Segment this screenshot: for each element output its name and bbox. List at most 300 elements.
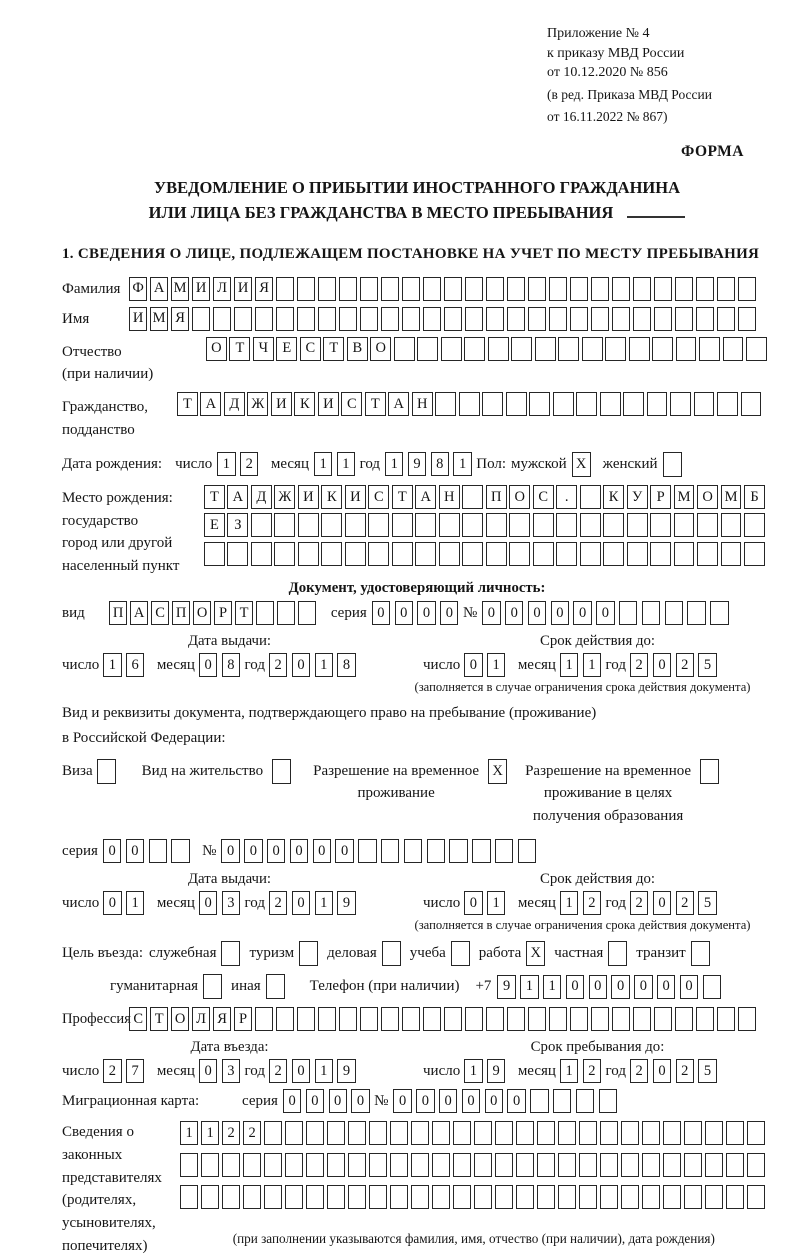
char-cell: И [129, 307, 147, 331]
char-cell: И [345, 485, 366, 509]
char-cell: 9 [487, 1059, 505, 1083]
char-cell [318, 277, 336, 301]
char-cell [738, 277, 756, 301]
year-label: год [244, 894, 265, 911]
profession-label: Профессия [62, 1011, 131, 1028]
char-cell: С [368, 485, 389, 509]
temp-residence-checkbox [488, 759, 507, 784]
char-cell: 2 [583, 891, 601, 915]
residence-permit-checkbox [272, 759, 291, 784]
char-cell: 9 [337, 1059, 355, 1083]
char-cell: X [488, 759, 507, 784]
char-cell [381, 1007, 399, 1031]
char-cell [411, 1153, 429, 1177]
char-cell [453, 1185, 471, 1209]
char-cell: 0 [416, 1089, 434, 1113]
char-cell [723, 337, 744, 361]
doc-kind-cells [109, 601, 319, 625]
char-cell: 0 [199, 891, 217, 915]
form-title [62, 175, 772, 226]
migration-series-label: серия [242, 1092, 278, 1109]
char-cell [465, 307, 483, 331]
identity-doc-heading: Документ, удостоверяющий личность: [288, 580, 546, 597]
char-cell [495, 1185, 513, 1209]
temp-residence-education-checkbox [700, 759, 719, 784]
year-label: год [605, 656, 626, 673]
char-cell [511, 337, 532, 361]
char-cell [509, 542, 530, 566]
expiry-month-cells [560, 653, 606, 677]
char-cell: 0 [393, 1089, 411, 1113]
char-cell [251, 542, 272, 566]
char-cell [486, 513, 507, 537]
char-cell: 0 [566, 975, 584, 999]
char-cell: А [130, 601, 148, 625]
form-title-line2-text: ИЛИ ЛИЦА БЕЗ ГРАЖДАНСТВА В МЕСТО ПРЕБЫВАНИЯ [148, 203, 614, 223]
issue-day-cells [103, 653, 149, 677]
visa-checkbox [97, 759, 116, 784]
char-cell: 1 [520, 975, 538, 999]
char-cell: 0 [653, 891, 671, 915]
char-cell [530, 1089, 548, 1113]
char-cell: 0 [464, 891, 482, 915]
char-cell [306, 1153, 324, 1177]
char-cell [465, 1007, 483, 1031]
residence-doc-intro [62, 701, 772, 751]
citizenship-label-line: подданство [62, 422, 135, 439]
char-cell: Ж [247, 392, 268, 416]
purpose-option-label: служебная [148, 945, 217, 962]
char-cell [234, 307, 252, 331]
char-cell [444, 277, 462, 301]
char-cell: А [227, 485, 248, 509]
char-cell: 7 [126, 1059, 144, 1083]
char-cell: Т [177, 392, 198, 416]
char-cell: 0 [573, 601, 591, 625]
char-cell [506, 392, 527, 416]
residence-permit-label-line: Вид на жительство [141, 762, 264, 779]
char-cell [339, 307, 357, 331]
char-cell [633, 277, 651, 301]
char-cell: 0 [126, 839, 144, 863]
visit-purpose-label: Цель въезда: [62, 945, 143, 962]
char-cell [298, 542, 319, 566]
char-cell [746, 337, 767, 361]
purpose-option-label: иная [231, 978, 261, 995]
char-cell: 8 [337, 653, 355, 677]
char-cell: О [193, 601, 211, 625]
char-cell: 0 [417, 601, 435, 625]
char-cell: А [415, 485, 436, 509]
char-cell [558, 1121, 576, 1145]
temp-residence-education-label-line: получения образования [532, 807, 684, 824]
representatives-label-line: Сведения о [62, 1124, 134, 1141]
char-cell [528, 277, 546, 301]
expiry-date-title: Срок действия до: [539, 871, 656, 888]
char-cell: 2 [269, 653, 287, 677]
char-cell [423, 1007, 441, 1031]
month-label: месяц [517, 656, 556, 673]
char-cell [621, 1185, 639, 1209]
char-cell: М [674, 485, 695, 509]
char-cell [459, 392, 480, 416]
char-cell: 1 [315, 653, 333, 677]
surname-label: Фамилия [62, 280, 121, 297]
char-cell [705, 1185, 723, 1209]
char-cell [251, 513, 272, 537]
char-cell [404, 839, 422, 863]
char-cell: В [347, 337, 368, 361]
permit-number-cells [221, 839, 540, 863]
char-cell [576, 1089, 594, 1113]
char-cell [368, 513, 389, 537]
patronymic-label-line: (при наличии) [62, 366, 154, 383]
char-cell [591, 307, 609, 331]
char-cell [276, 277, 294, 301]
permit-expiry-note: (заполняется в случае ограничения срока действия документа) [414, 918, 751, 933]
char-cell [600, 1121, 618, 1145]
char-cell: 0 [103, 891, 121, 915]
char-cell: Р [214, 601, 232, 625]
year-label: год [605, 1062, 626, 1079]
stay-month-cells [560, 1059, 606, 1083]
char-cell [423, 307, 441, 331]
char-cell: А [150, 277, 168, 301]
char-cell [726, 1121, 744, 1145]
identity-doc-row [62, 601, 772, 625]
purpose-business-checkbox [221, 941, 240, 966]
visa-label-line: Виза [62, 762, 93, 779]
char-cell: 2 [630, 653, 648, 677]
char-cell [180, 1185, 198, 1209]
char-cell [486, 542, 507, 566]
char-cell: 1 [487, 653, 505, 677]
representatives-row [62, 1121, 772, 1258]
representatives-label-line: попечителях) [62, 1238, 148, 1255]
char-cell [486, 277, 504, 301]
profession-row [62, 1007, 772, 1031]
expiry-year-cells [630, 653, 721, 677]
purpose-work-checkbox [526, 941, 545, 966]
patronymic-label-line: Отчество [62, 343, 122, 360]
year-label: год [359, 455, 381, 472]
residence-permit-label [142, 757, 263, 783]
char-cell: 2 [676, 653, 694, 677]
expiry-date-title: Срок действия до: [539, 633, 656, 650]
char-cell [533, 513, 554, 537]
char-cell [579, 1121, 597, 1145]
form-title-line1: УВЕДОМЛЕНИЕ О ПРИБЫТИИ ИНОСТРАННОГО ГРАЖДАНИНА [153, 177, 681, 197]
form-label: ФОРМА [680, 142, 744, 160]
permit-expiry-month-cells [560, 891, 606, 915]
char-cell [556, 513, 577, 537]
char-cell [696, 277, 714, 301]
char-cell [684, 1121, 702, 1145]
char-cell [277, 601, 295, 625]
char-cell [285, 1121, 303, 1145]
birth-month-cells [314, 452, 360, 476]
char-cell [432, 1185, 450, 1209]
char-cell: 0 [657, 975, 675, 999]
char-cell: 2 [240, 452, 258, 476]
purpose-option-label: деловая [327, 945, 377, 962]
char-cell [368, 542, 389, 566]
char-cell: Б [744, 485, 765, 509]
char-cell [642, 1121, 660, 1145]
char-cell [665, 601, 683, 625]
char-cell [297, 1007, 315, 1031]
char-cell [642, 601, 660, 625]
char-cell [642, 1185, 660, 1209]
char-cell [264, 1153, 282, 1177]
char-cell [654, 1007, 672, 1031]
char-cell [474, 1185, 492, 1209]
char-cell [171, 839, 189, 863]
char-cell [462, 513, 483, 537]
char-cell [453, 1121, 471, 1145]
char-cell: 0 [335, 839, 353, 863]
char-cell [650, 513, 671, 537]
purpose-private-checkbox [608, 941, 627, 966]
char-cell: 0 [596, 601, 614, 625]
char-cell [612, 307, 630, 331]
char-cell [529, 392, 550, 416]
purpose-other-checkbox [266, 974, 285, 999]
char-cell: 6 [126, 653, 144, 677]
char-cell [276, 307, 294, 331]
char-cell: 0 [589, 975, 607, 999]
char-cell [738, 307, 756, 331]
representatives-label-line: представителях [62, 1169, 162, 1186]
char-cell [201, 1153, 219, 1177]
char-cell: А [388, 392, 409, 416]
char-cell [453, 1153, 471, 1177]
stay-year-cells [630, 1059, 721, 1083]
char-cell [582, 337, 603, 361]
char-cell: 1 [315, 891, 333, 915]
surname-cells [129, 277, 759, 301]
char-cell [579, 1185, 597, 1209]
char-cell [654, 307, 672, 331]
char-cell: 0 [103, 839, 121, 863]
char-cell [482, 392, 503, 416]
char-cell [222, 1153, 240, 1177]
char-cell [285, 1153, 303, 1177]
char-cell [369, 1185, 387, 1209]
char-cell: М [721, 485, 742, 509]
day-label: число [62, 894, 100, 911]
char-cell [518, 839, 536, 863]
doc-series-cells [372, 601, 463, 625]
char-cell [738, 1007, 756, 1031]
issue-date-title: Дата выдачи: [187, 871, 272, 888]
char-cell: 1 [126, 891, 144, 915]
char-cell: 9 [497, 975, 515, 999]
purpose-commercial-checkbox [382, 941, 401, 966]
permit-expiry-year-cells [630, 891, 721, 915]
surname-row [62, 277, 772, 301]
char-cell [276, 1007, 294, 1031]
char-cell [549, 307, 567, 331]
char-cell [580, 485, 601, 509]
char-cell [744, 542, 765, 566]
char-cell: Т [392, 485, 413, 509]
char-cell [652, 337, 673, 361]
char-cell [495, 1153, 513, 1177]
birth-place-cells-row2 [204, 513, 768, 537]
entry-year-cells [269, 1059, 360, 1083]
char-cell: Т [204, 485, 225, 509]
char-cell: 0 [221, 839, 239, 863]
birth-date-row [62, 452, 772, 477]
migration-series-cells [283, 1089, 374, 1113]
char-cell [576, 392, 597, 416]
permit-expiry-group [414, 871, 772, 933]
char-cell [451, 941, 470, 966]
char-cell: Е [204, 513, 225, 537]
permit-series-cells [103, 839, 194, 863]
char-cell [684, 1185, 702, 1209]
char-cell [747, 1185, 765, 1209]
issue-month-cells [199, 653, 245, 677]
form-title-line2 [62, 200, 772, 226]
char-cell [464, 337, 485, 361]
char-cell [272, 759, 291, 784]
char-cell [741, 392, 762, 416]
char-cell: 2 [676, 1059, 694, 1083]
char-cell [694, 392, 715, 416]
residence-doc-options [62, 757, 772, 828]
char-cell: 2 [103, 1059, 121, 1083]
temp-residence-label-line: Разрешение на временное [313, 762, 480, 779]
birth-place-label-line: Место рождения: [62, 489, 173, 506]
char-cell [222, 1185, 240, 1209]
representatives-cells-row2 [180, 1153, 768, 1177]
char-cell: 0 [267, 839, 285, 863]
char-cell [327, 1185, 345, 1209]
char-cell: М [171, 277, 189, 301]
char-cell: 5 [698, 891, 716, 915]
char-cell [285, 1185, 303, 1209]
char-cell: 0 [551, 601, 569, 625]
purpose-option-label: учеба [409, 945, 446, 962]
permit-expiry-day-cells [464, 891, 510, 915]
char-cell: 0 [528, 601, 546, 625]
char-cell [558, 1185, 576, 1209]
char-cell [721, 542, 742, 566]
char-cell [747, 1153, 765, 1177]
char-cell: 1 [314, 452, 332, 476]
char-cell [537, 1121, 555, 1145]
char-cell: Е [276, 337, 297, 361]
representatives-cells-row3 [180, 1185, 768, 1209]
char-cell [558, 1153, 576, 1177]
char-cell [449, 839, 467, 863]
char-cell [472, 839, 490, 863]
char-cell: 0 [653, 653, 671, 677]
char-cell: 0 [244, 839, 262, 863]
entry-month-cells [199, 1059, 245, 1083]
citizenship-label-line: Гражданство, [62, 399, 149, 416]
doc-number-cells [482, 601, 733, 625]
char-cell [390, 1121, 408, 1145]
temp-residence-education-label-line: проживание в целях [543, 785, 673, 802]
char-cell [629, 337, 650, 361]
birth-place-cells-row1 [204, 485, 768, 509]
permit-dates-row [62, 871, 772, 933]
char-cell: 2 [269, 1059, 287, 1083]
entry-date-title: Дата въезда: [190, 1039, 269, 1056]
char-cell: 1 [560, 1059, 578, 1083]
char-cell [345, 542, 366, 566]
male-label: мужской [511, 455, 567, 472]
char-cell [654, 277, 672, 301]
char-cell: 9 [337, 891, 355, 915]
char-cell [717, 307, 735, 331]
char-cell: Л [192, 1007, 210, 1031]
char-cell [97, 759, 116, 784]
day-label: число [62, 656, 100, 673]
char-cell [486, 307, 504, 331]
birth-place-label-line: город или другой [62, 535, 173, 552]
char-cell [264, 1121, 282, 1145]
char-cell [537, 1185, 555, 1209]
char-cell [717, 1007, 735, 1031]
char-cell [697, 513, 718, 537]
char-cell: X [526, 941, 545, 966]
char-cell [600, 1153, 618, 1177]
char-cell [298, 513, 319, 537]
char-cell [390, 1185, 408, 1209]
char-cell [321, 542, 342, 566]
char-cell: Я [255, 277, 273, 301]
char-cell [507, 277, 525, 301]
passport-expiry-group [414, 633, 772, 695]
appendix-line: Приложение № 4 [547, 26, 650, 41]
char-cell: Т [365, 392, 386, 416]
char-cell: 8 [222, 653, 240, 677]
char-cell: Т [235, 601, 253, 625]
char-cell [360, 1007, 378, 1031]
visit-purpose-row2 [110, 974, 772, 999]
char-cell [579, 1153, 597, 1177]
char-cell: 2 [676, 891, 694, 915]
char-cell [558, 337, 579, 361]
char-cell [339, 1007, 357, 1031]
migration-card-row [62, 1089, 772, 1113]
char-cell [605, 337, 626, 361]
temp-residence-label-line: проживание [357, 785, 435, 802]
char-cell: 1 [337, 452, 355, 476]
phone-cells [497, 975, 725, 999]
char-cell [221, 941, 240, 966]
char-cell [381, 839, 399, 863]
char-cell: 1 [560, 891, 578, 915]
char-cell [726, 1185, 744, 1209]
char-cell: Т [150, 1007, 168, 1031]
char-cell [255, 1007, 273, 1031]
char-cell [705, 1153, 723, 1177]
char-cell: Д [224, 392, 245, 416]
birth-place-label-line: государство [62, 512, 139, 529]
char-cell [243, 1185, 261, 1209]
sex-label: Пол: [476, 455, 507, 472]
char-cell: 0 [329, 1089, 347, 1113]
residence-doc-line1: Вид и реквизиты документа, подтверждающего право на пребывание (проживание) [62, 705, 597, 722]
char-cell [528, 307, 546, 331]
char-cell: 5 [698, 1059, 716, 1083]
char-cell: 0 [680, 975, 698, 999]
